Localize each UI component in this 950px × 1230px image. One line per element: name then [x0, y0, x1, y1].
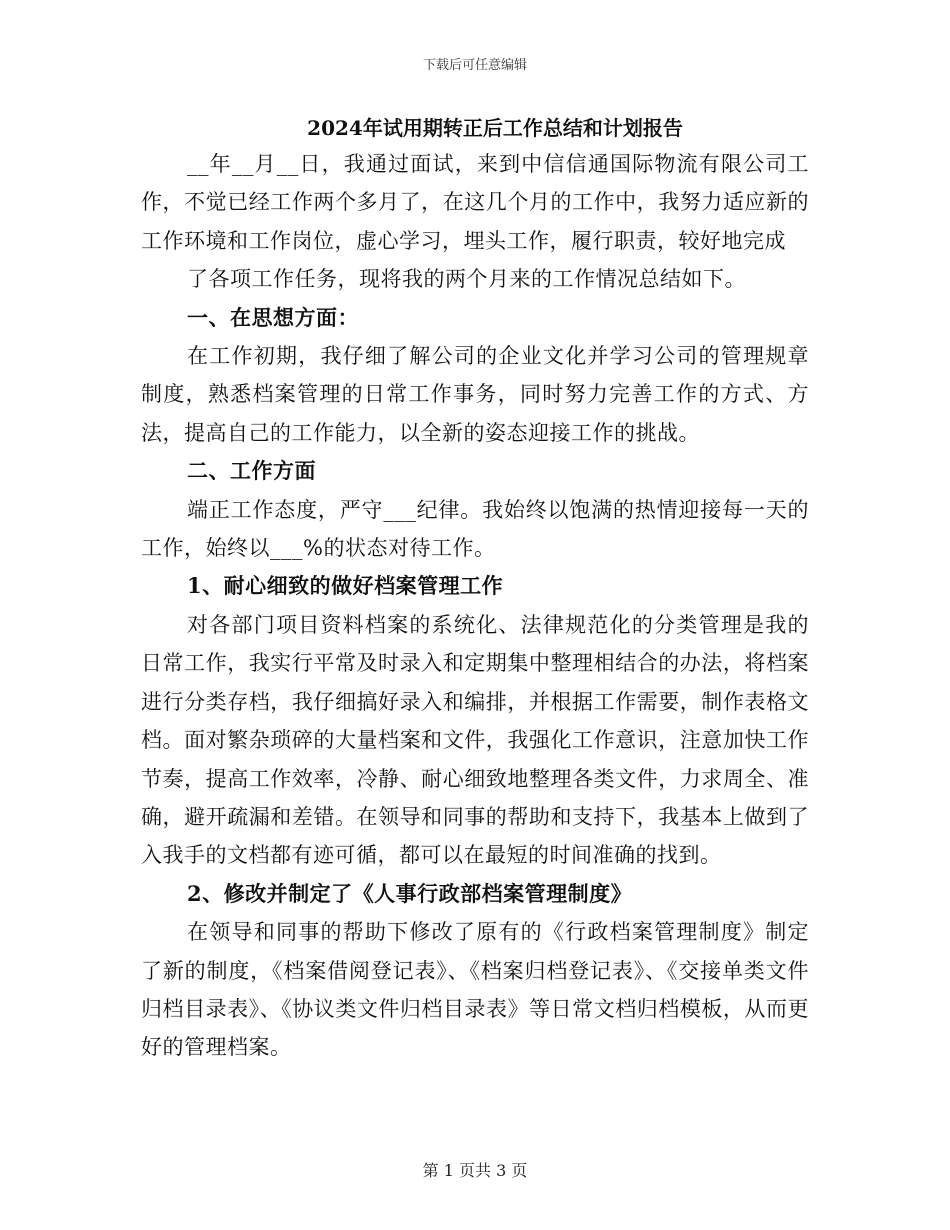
paragraph-thought: 在工作初期，我仔细了解公司的企业文化并学习公司的管理规章制度，熟悉档案管理的日常工作事务，同时努力完善工作的方式、方法，提高自己的工作能力，以全新的姿态迎接工作的挑战。 — [141, 344, 809, 445]
heading-regulation: 2、修改并制定了《人事行政部档案管理制度》 — [187, 880, 633, 906]
paragraph-intro-cont: 了各项工作任务，现将我的两个月来的工作情况总结如下。 — [187, 267, 746, 292]
paragraph-intro: __年__月__日，我通过面试，来到中信信通国际物流有限公司工作，不觉已经工作两个多月了，在这几个月的工作中，我努力适应新的工作环境和工作岗位，虚心学习，埋头工作，履行职责，较好地完成 — [141, 152, 809, 253]
document-body — [141, 112, 809, 1067]
paragraph-regulation: 在领导和同事的帮助下修改了原有的《行政档案管理制度》制定了新的制度，《档案借阅登记表》、《档案归档登记表》、《交接单类文件归档目录表》、《协议类文件归档目录表》等日常文档归档模板，从而更好的管理档案。 — [141, 920, 809, 1060]
document-title: 2024年试用期转正后工作总结和计划报告 — [307, 116, 683, 140]
paragraph-work: 端正工作态度，严守___纪律。我始终以饱满的热情迎接每一天的工作，始终以___%的状态对待工作。 — [141, 497, 809, 561]
paragraph-archive: 对各部门项目资料档案的系统化、法律规范化的分类管理是我的日常工作，我实行平常及时录入和定期集中整理相结合的办法，将档案进行分类存档，我仔细搞好录入和编排，并根据工作需要，制作表格文档。面对繁杂琐碎的大量档案和文件，我强化工作意识，注意加快工作节奏，提高工作效率，冷静、耐心细致地整理各类文件，力求周全、准确，避开疏漏和差错。在领导和同事的帮助和支持下，我基本上做到了入我手的文档都有迹可循，都可以在最短的时间准确的找到。 — [141, 612, 809, 868]
page-header: 下载后可任意编辑 — [422, 58, 527, 73]
heading-archive: 1、耐心细致的做好档案管理工作 — [187, 573, 504, 599]
heading-thought: 一、在思想方面： — [187, 304, 359, 330]
heading-work: 二、工作方面 — [187, 458, 316, 484]
page-footer: 第 1 页共 3 页 — [422, 1161, 528, 1180]
